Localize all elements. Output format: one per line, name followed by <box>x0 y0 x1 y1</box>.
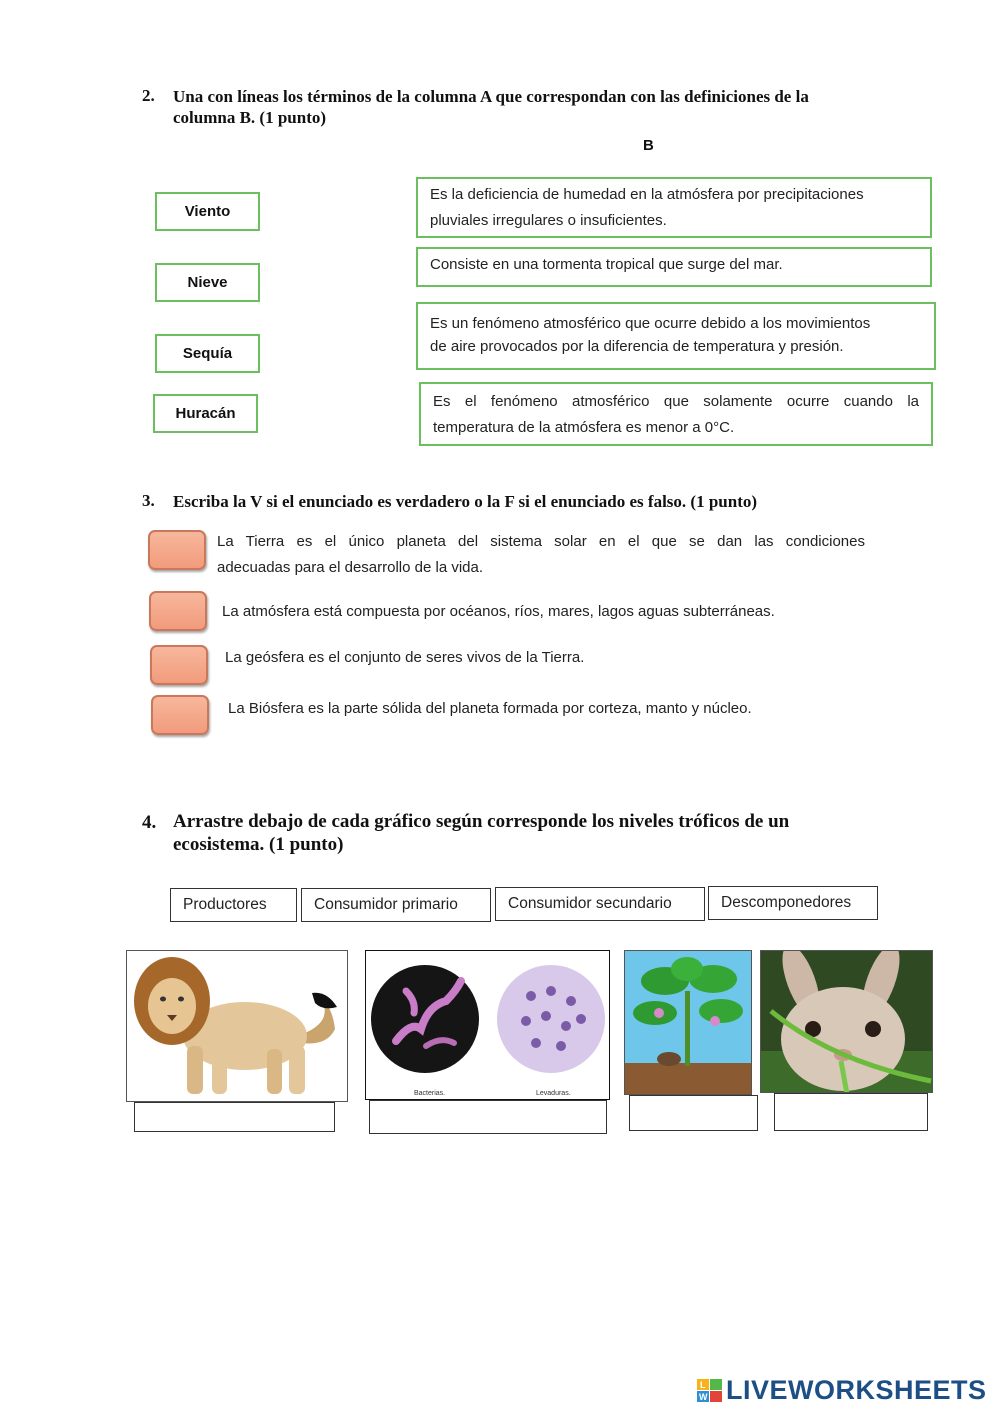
logo-letter-l: L <box>700 1379 706 1390</box>
label-consumidor-secundario[interactable]: Consumidor secundario <box>495 887 705 921</box>
label-productores[interactable]: Productores <box>170 888 297 922</box>
vf-answer-box-4[interactable] <box>151 695 209 735</box>
q2-line1: Una con líneas los términos de la columna A que correspondan con las definiciones de la <box>173 87 809 106</box>
bacterias-caption: Bacterias. <box>414 1090 446 1097</box>
definition-4-line1: Es el fenómeno atmosférico que solamente ocurre cuando la <box>433 393 919 410</box>
statement-1-line1: La Tierra es el único planeta del sistema solar en el que se dan las condiciones <box>217 533 865 550</box>
drop-target-plant[interactable] <box>629 1095 758 1131</box>
definition-4[interactable] <box>419 382 933 446</box>
statement-2: La atmósfera está compuesta por océanos, ríos, mares, lagos aguas subterráneas. <box>222 603 775 620</box>
q3-instruction: Escriba la V si el enunciado es verdadero o la F si el enunciado es falso. (1 punto) <box>173 492 758 511</box>
drop-target-microorganisms[interactable] <box>369 1100 607 1134</box>
statement-1 <box>217 529 865 581</box>
levaduras-caption: Levaduras. <box>536 1090 571 1097</box>
liveworksheets-logo <box>697 1375 987 1406</box>
term-sequia[interactable]: Sequía <box>155 334 260 373</box>
term-viento[interactable]: Viento <box>155 192 260 231</box>
plant-image <box>624 950 752 1095</box>
statement-1-line2: adecuadas para el desarrollo de la vida. <box>217 559 484 576</box>
definition-1[interactable] <box>416 177 932 238</box>
definition-3-line1: Es un fenómeno atmosférico que ocurre debido a los movimientos <box>430 315 871 332</box>
microorganisms-illustration <box>366 951 610 1100</box>
logo-letter-w: W <box>699 1391 708 1402</box>
q2-line2: columna B. (1 punto) <box>173 108 327 127</box>
definition-4-line2: temperatura de la atmósfera es menor a 0°C. <box>433 419 735 436</box>
statement-3: La geósfera es el conjunto de seres vivos de la Tierra. <box>225 649 585 666</box>
vf-answer-box-1[interactable] <box>148 530 206 570</box>
column-b-label: B <box>643 137 654 154</box>
drop-target-lion[interactable] <box>134 1102 335 1132</box>
q2-number: 2. <box>142 86 155 105</box>
definition-1-line2: pluviales irregulares o insuficientes. <box>430 212 667 229</box>
q4-number: 4. <box>142 812 157 833</box>
q4-line2: ecosistema. (1 punto) <box>173 834 344 855</box>
definition-3-line2: de aire provocados por la diferencia de temperatura y presión. <box>430 338 844 355</box>
lion-illustration <box>127 951 348 1102</box>
drop-target-rabbit[interactable] <box>774 1093 928 1131</box>
definition-2[interactable] <box>416 247 932 287</box>
liveworksheets-logo-icon <box>697 1379 723 1403</box>
vf-answer-box-2[interactable] <box>149 591 207 631</box>
label-descomponedores[interactable]: Descomponedores <box>708 886 878 920</box>
term-nieve[interactable]: Nieve <box>155 263 260 302</box>
q4-instruction <box>173 810 953 856</box>
rabbit-illustration <box>761 951 933 1093</box>
statement-4: La Biósfera es la parte sólida del planeta formada por corteza, manto y núcleo. <box>228 700 752 717</box>
term-huracan[interactable]: Huracán <box>153 394 258 433</box>
q4-line1: Arrastre debajo de cada gráfico según corresponde los niveles tróficos de un <box>173 811 790 832</box>
vf-answer-box-3[interactable] <box>150 645 208 685</box>
definition-2-line1: Consiste en una tormenta tropical que surge del mar. <box>430 256 783 273</box>
rabbit-image <box>760 950 933 1093</box>
definition-3[interactable] <box>416 302 936 370</box>
microorganisms-image <box>365 950 610 1100</box>
q2-instruction <box>173 86 933 128</box>
q3-number: 3. <box>142 491 155 510</box>
liveworksheets-brand: LIVEWORKSHEETS <box>726 1375 987 1405</box>
label-consumidor-primario[interactable]: Consumidor primario <box>301 888 491 922</box>
plant-illustration <box>625 951 752 1095</box>
definition-1-line1: Es la deficiencia de humedad en la atmósfera por precipitaciones <box>430 186 864 203</box>
lion-image <box>126 950 348 1102</box>
